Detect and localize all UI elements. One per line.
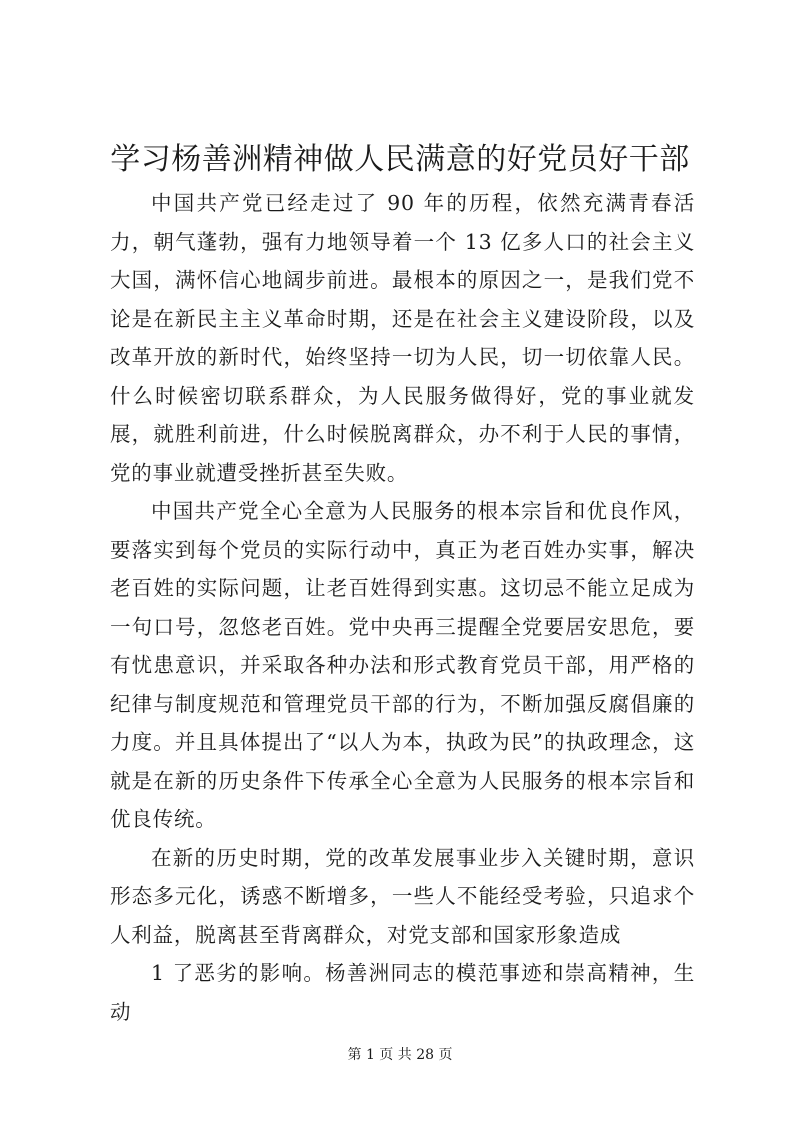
paragraph-4: 1 了恶劣的影响。杨善洲同志的模范事迹和崇高精神，生动 — [110, 961, 695, 1024]
paragraph-2: 中国共产党全心全意为人民服务的根本宗旨和优良作风，要落实到每个党员的实际行动中，真正为老百姓办实事，解决老百姓的实际问题，让老百姓得到实惠。这切忌不能立足成为一句口号，忽悠老百姓。党中央再三提醒全党要居安思危，要有忧患意识，并采取各种办法和形式教育党员干部，用严格的纪律与制度规范和管理党员干部的行为，不断加强反腐倡廉的力度。并且具体提出了“以人为本，执政为民”的执政理念，这就是在新的历史条件下传承全心全意为人民服务的根本宗旨和优良传统。 — [110, 499, 695, 831]
document-title: 学习杨善洲精神做人民满意的好党员好干部 — [110, 142, 690, 177]
paragraph-3: 在新的历史时期，党的改革发展事业步入关键时期，意识形态多元化，诱惑不断增多，一些人不能经受考验，只追求个人利益，脱离甚至背离群众，对党支部和国家形象造成 — [110, 845, 695, 947]
document-body — [110, 184, 695, 1031]
paragraph-1: 中国共产党已经走过了 90 年的历程，依然充满青春活力，朝气蓬勃，强有力地领导着一个 13 亿多人口的社会主义大国，满怀信心地阔步前进。最根本的原因之一，是我们党不论是在新民主主义革命时期，还是在社会主义建设阶段，以及改革开放的新时代，始终坚持一切为人民，切一切依靠人民。什么时候密切联系群众，为人民服务做得好，党的事业就发展，就胜利前进，什么时候脱离群众，办不利于人民的事情，党的事业就遭受挫折甚至失败。 — [110, 191, 695, 485]
page-footer: 第 1 页 共 28 页 — [347, 1047, 453, 1063]
